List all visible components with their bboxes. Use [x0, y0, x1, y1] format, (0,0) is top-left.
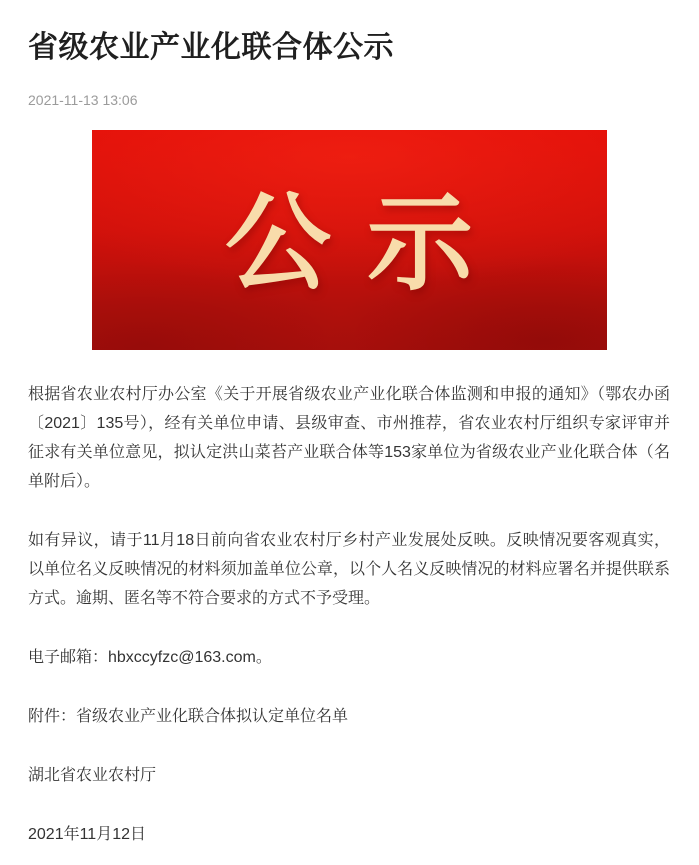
page-title: 省级农业产业化联合体公示: [28, 31, 394, 64]
paragraph-issue-date: 2021年11月12日: [28, 826, 147, 843]
paragraph-contact-email: 电子邮箱：hbxccyfzc@163.com。: [28, 649, 272, 666]
paragraph-attachment-title: 附件：省级农业产业化联合体拟认定单位名单: [28, 708, 349, 725]
announcement-banner-image: [92, 130, 607, 350]
paragraph-issuing-agency: 湖北省农业农村厅: [28, 767, 157, 784]
paragraph-recognition-notice: 根据省农业农村厅办公室《关于开展省级农业产业化联合体监测和申报的通知》（鄂农办函〔2021〕135号），经有关单位申请、县级审查、市州推荐，省农业农村厅组织专家评审并征求有关单位意见，拟认定洪山菜苔产业联合体等153家单位为省级农业产业化联合体（名单附后）。: [28, 386, 670, 490]
banner-gongshi-text: 公示: [225, 180, 509, 305]
publish-time: 2021-11-13 13:06: [28, 92, 138, 108]
paragraph-objection-instructions: 如有异议，请于11月18日前向省农业农村厅乡村产业发展处反映。反映情况要客观真实，以单位名义反映情况的材料须加盖单位公章，以个人名义反映情况的材料应署名并提供联系方式。逾期、匿名等不符合要求的方式不予受理。: [28, 532, 670, 607]
